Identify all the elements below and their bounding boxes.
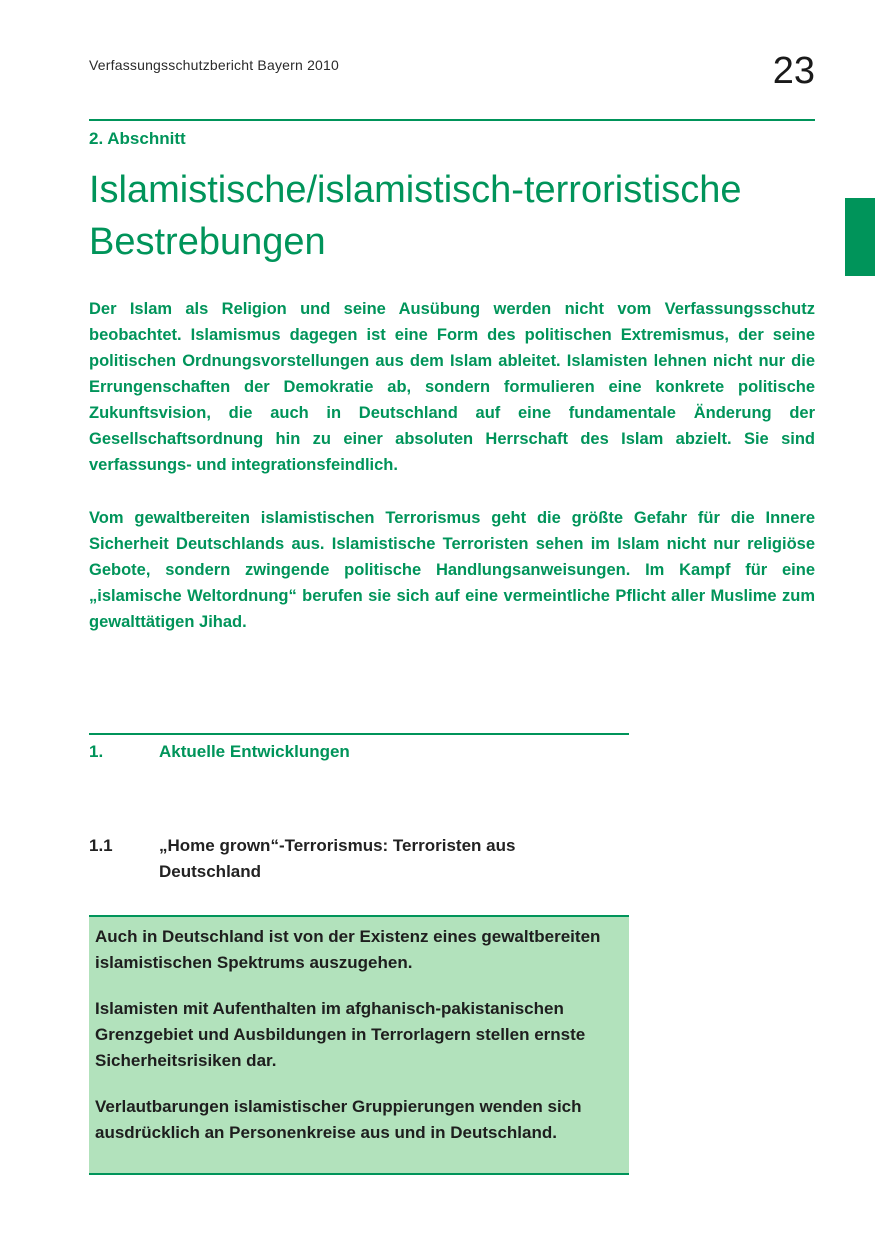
summary-box — [89, 915, 629, 1175]
header-rule — [89, 119, 815, 121]
chapter-tab-marker — [845, 198, 875, 276]
running-header: Verfassungsschutzbericht Bayern 2010 — [89, 57, 340, 73]
chapter-rule — [89, 733, 629, 735]
section-title — [89, 164, 829, 268]
page-number: 23 — [772, 50, 815, 92]
summary-paragraph-3: Verlautbarungen islamistischer Gruppierungen wenden sich ausdrücklich an Personenkreise aus und in Deutschland. — [95, 1097, 582, 1142]
chapter-title: Aktuelle Entwicklungen — [159, 742, 350, 761]
section-label: 2. Abschnitt — [89, 129, 186, 148]
intro-paragraph-1: Der Islam als Religion und seine Ausübung werden nicht vom Verfassungsschutz beobachtet. Islamismus dagegen ist eine Form des politischen Extremismus, der seine politischen Ordnungsvorstellungen aus dem Islam ableitet. Islamisten lehnen nicht nur die Errungenschaften der Demokratie ab, sondern formulieren eine konkrete politische Zukunftsvision, die auch in Deutschland auf eine fundamentale Änderung der Gesellschaftsordnung hin zu einer absoluten Herrschaft des Islam abzielt. Sie sind verfassungs- und integrationsfeindlich. — [89, 300, 815, 474]
section-title-line-1: Islamistische/islamistisch-terroristische — [89, 169, 742, 211]
section-title-line-2: Bestrebungen — [89, 221, 326, 263]
summary-paragraph-2: Islamisten mit Aufenthalten im afghanisch-pakistanischen Grenzgebiet und Ausbildungen in Terrorlagern stellen ernste Sicherheitsrisiken dar. — [95, 999, 586, 1070]
subchapter-number: 1.1 — [89, 836, 113, 855]
intro-paragraph-2: Vom gewaltbereiten islamistischen Terrorismus geht die größte Gefahr für die Innere Sicherheit Deutschlands aus. Islamistische Terroristen sehen im Islam nicht nur religiöse Gebote, sondern zwingende politische Handlungsanweisungen. Im Kampf für eine „islamische Weltordnung“ berufen sie sich auf eine vermeintliche Pflicht aller Muslime zum gewalttätigen Jihad. — [89, 509, 815, 631]
subchapter-title: „Home grown“-Terrorismus: Terroristen aus Deutschland — [159, 836, 516, 881]
chapter-number: 1. — [89, 742, 104, 761]
summary-paragraph-1: Auch in Deutschland ist von der Existenz eines gewaltbereiten islamistischen Spektrums auszugehen. — [95, 927, 601, 972]
